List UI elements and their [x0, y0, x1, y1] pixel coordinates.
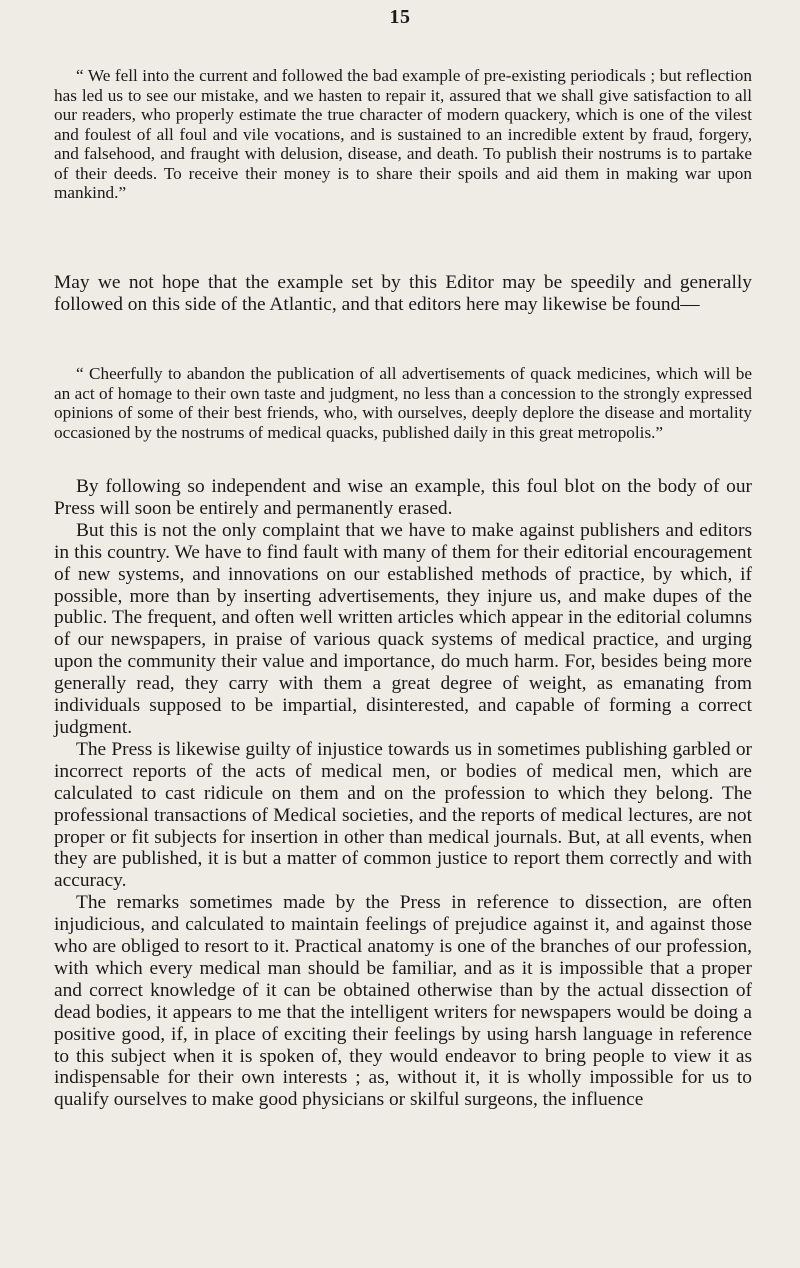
quotation-block-1	[54, 66, 752, 203]
hope-paragraph-block	[54, 272, 752, 316]
paragraph: May we not hope that the example set by this Editor may be speedily and generally followed on this side of the Atlantic, and that editors here may likewise be found—	[54, 272, 752, 315]
quotation-text: “ We fell into the current and followed the bad example of pre-existing periodicals ; but reflection has led us to see our mistake, and we hasten to repair it, assured that we shall give satisfaction to all our readers, who properly estimate the true character of modern quackery, which is one of the vilest and foulest of all foul and vile vocations, and is sustained to an incredible extent by fraud, forgery, and falsehood, and fraught with delusion, disease, and death. To publish their nostrums is to partake of their deeds. To receive their money is to share their spoils and aid them in making war upon mankind.”	[54, 66, 752, 202]
paragraph: The Press is likewise guilty of injustice towards us in sometimes publishing garbled or incorrect reports of the acts of medical men, or bodies of medical men, which are calculated to cast ridicule on them and on the profession to which they belong. The professional transactions of Medical societies, and the reports of medical lectures, are not proper or fit subjects for insertion in other than medical journals. But, at all events, when they are published, it is but a matter of common justice to report them correctly and with accuracy.	[54, 738, 752, 892]
main-text-block	[54, 476, 752, 1111]
quotation-text: “ Cheerfully to abandon the publication of all advertisements of quack medicines, which will be an act of homage to their own taste and judgment, no less than a concession to the strongly expressed opinions of some of their best friends, who, with ourselves, deeply deplore the disease and mortality occasioned by the nostrums of medical quacks, published daily in this great metropolis.”	[54, 364, 752, 442]
paragraph: But this is not the only complaint that we have to make against publishers and editors in this country. We have to find fault with many of them for their editorial encouragement of new systems, and innovations on our established methods of practice, by which, if possible, more than by inserting advertisements, they injure us, and make dupes of the public. The frequent, and often well written articles which appear in the editorial columns of our newspapers, in praise of various quack systems of medical practice, and urging upon the community their value and importance, do much harm. For, besides being more generally read, they carry with them a great degree of weight, as emanating from individuals supposed to be impartial, disinterested, and capable of forming a correct judgment.	[54, 519, 752, 738]
paragraph: By following so independent and wise an example, this foul blot on the body of our Press will soon be entirely and permanently erased.	[54, 476, 752, 519]
paragraph: The remarks sometimes made by the Press in reference to dissection, are often injudicious, and calculated to maintain feelings of prejudice against it, and against those who are obliged to resort to it. Practical anatomy is one of the branches of our profession, with which every medical man should be familiar, and as it is impossible that a proper and correct knowledge of it can be obtained otherwise than by the actual dissection of dead bodies, it appears to me that the intelligent writers for newspapers would be doing a positive good, if, in place of exciting their feelings by using harsh language in reference to this subject when it is spoken of, they would endeavor to bring people to view it as indispensable for their own interests ; as, without it, it is wholly impossible for us to qualify ourselves to make good physicians or skilful surgeons, the influence	[54, 892, 752, 1111]
page-number: 15	[389, 6, 411, 28]
quotation-block-2	[54, 364, 752, 442]
